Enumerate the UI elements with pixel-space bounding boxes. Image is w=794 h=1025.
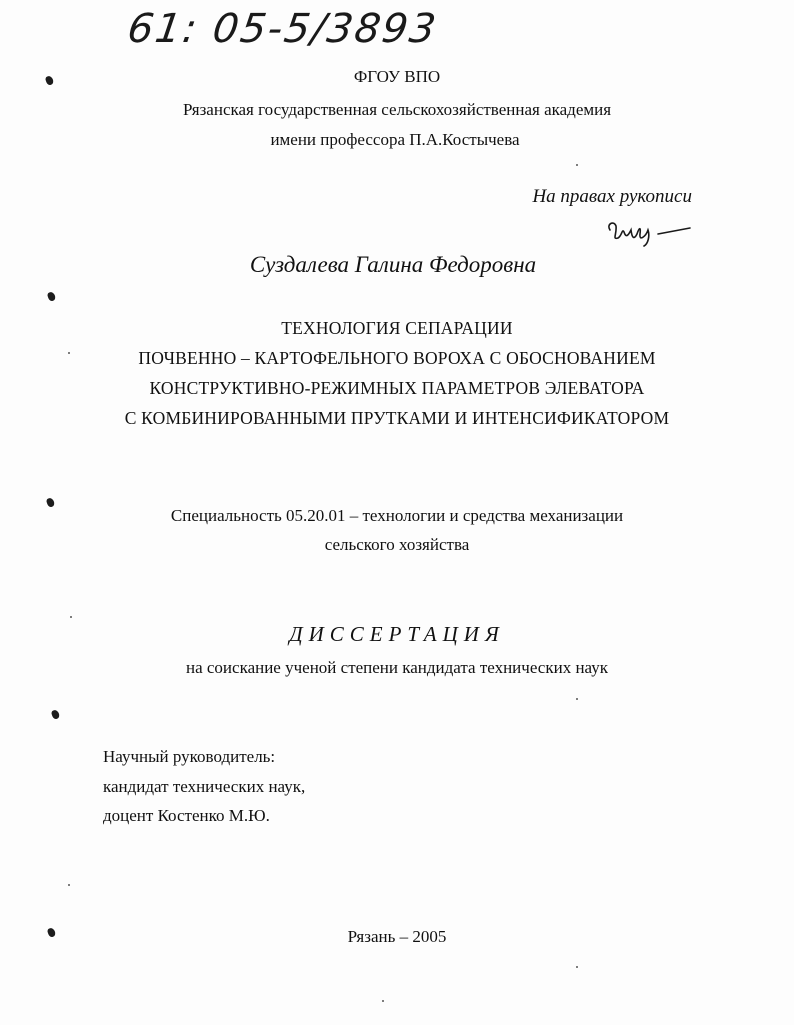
scan-speck — [576, 164, 578, 166]
scan-speck — [382, 1000, 384, 1002]
supervisor-degree: кандидат технических наук, — [103, 777, 306, 796]
org-short-name: ФГОУ ВПО — [353, 67, 441, 86]
rights-note: На правах рукописи — [532, 186, 692, 207]
scan-speck — [576, 698, 578, 700]
signature-scribble — [604, 214, 694, 248]
scan-speck — [68, 352, 70, 354]
title-line-2: ПОЧВЕННО – КАРТОФЕЛЬНОГО ВОРОХА С ОБОСНОВАНИЕМ — [138, 348, 656, 368]
supervisor-name: доцент Костенко М.Ю. — [103, 806, 270, 825]
specialty-line-1: Специальность 05.20.01 – технологии и средства механизации — [170, 506, 624, 525]
scan-speck — [576, 966, 578, 968]
archive-number-handwritten: 61: 05-5/3893 — [124, 6, 441, 52]
title-line-3: КОНСТРУКТИВНО-РЕЖИМНЫХ ПАРАМЕТРОВ ЭЛЕВАТОРА — [149, 378, 645, 398]
author-name: Суздалева Галина Федоровна — [249, 252, 537, 277]
academy-name: Рязанская государственная сельскохозяйственная академия — [182, 100, 612, 119]
city-year: Рязань – 2005 — [347, 927, 447, 946]
scan-speck — [68, 884, 70, 886]
title-line-4: С КОМБИНИРОВАННЫМИ ПРУТКАМИ И ИНТЕНСИФИКАТОРОМ — [124, 408, 670, 428]
scan-speck — [70, 616, 72, 618]
specialty-line-2: сельского хозяйства — [324, 535, 470, 554]
academy-named-after: имени профессора П.А.Костычева — [270, 130, 520, 149]
degree-line: на соискание ученой степени кандидата технических наук — [185, 658, 608, 677]
title-line-1: ТЕХНОЛОГИЯ СЕПАРАЦИИ — [281, 318, 513, 338]
scan-mark — [47, 291, 57, 302]
dissertation-heading: ДИССЕРТАЦИЯ — [289, 622, 505, 646]
supervisor-label: Научный руководитель: — [103, 747, 276, 766]
scan-mark — [51, 709, 61, 720]
